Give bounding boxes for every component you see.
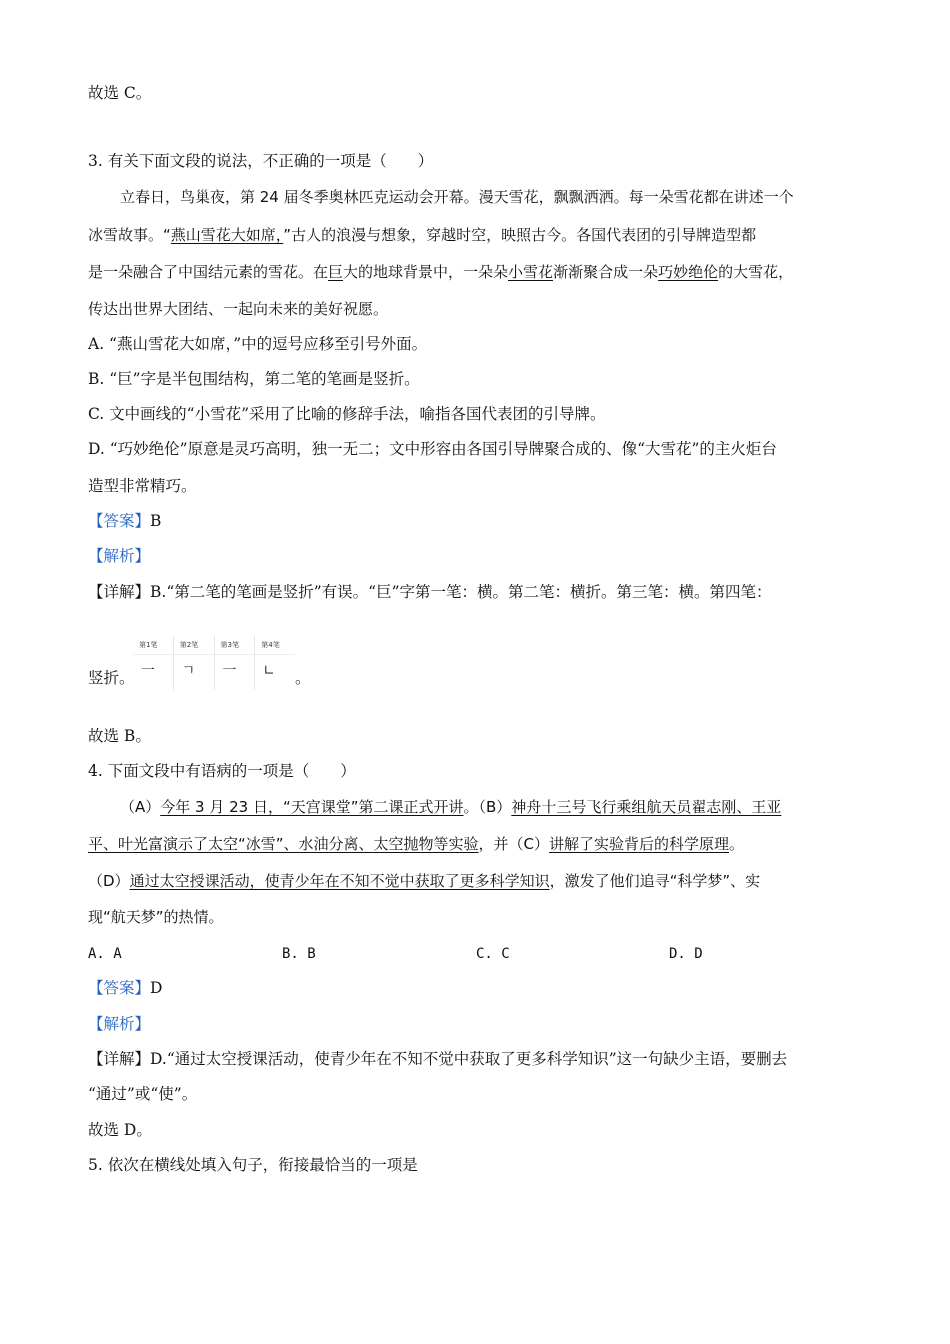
- text-line: 。: [295, 669, 311, 687]
- passage-line: （D）通过太空授课活动，使青少年在不知不觉中获取了更多科学知识，激发了他们追寻“科学梦”、实: [88, 872, 761, 890]
- option-b: B. B: [282, 946, 316, 962]
- passage-line: 立春日，鸟巢夜，第 24 届冬季奥林匹克运动会开幕。漫天雪花，飘飘洒洒。每一朵雪花都在讲述一个: [120, 188, 794, 206]
- text-line: 故选 B。: [88, 727, 151, 745]
- option-c: C. 文中画线的“小雪花”采用了比喻的修辞手法，喻指各国代表团的引导牌。: [88, 405, 606, 423]
- option-d: D. D: [669, 946, 703, 962]
- option-a: A. A: [88, 946, 122, 962]
- stroke-cell: 第4笔 ∟: [255, 636, 295, 690]
- text-line: 竖折。: [88, 669, 135, 687]
- question-3: 3. 有关下面文段的说法，不正确的一项是（ ）: [88, 152, 434, 170]
- answer-line: 【答案】D: [88, 979, 163, 997]
- passage-line: （A）今年 3 月 23 日，“天宫课堂”第二课正式开讲。（B）神舟十三号飞行乘组航天员翟志刚、王亚: [120, 798, 782, 816]
- stroke-cell: 第2笔 ㄱ: [174, 636, 215, 690]
- detail-line: “通过”或“使”。: [88, 1085, 198, 1103]
- option-d-cont: 造型非常精巧。: [88, 477, 197, 495]
- stroke-order-table: [133, 636, 295, 690]
- detail-line: 【详解】B.“第二笔的笔画是竖折”有误。“巨”字第一笔：横。第二笔：横折。第三笔：横。第四笔：: [88, 583, 772, 601]
- passage-line: 是一朵融合了中国结元素的雪花。在巨大的地球背景中，一朵朵小雪花渐渐聚合成一朵巧妙绝伦的大雪花，: [88, 263, 794, 281]
- answer-line: 【答案】B: [88, 512, 162, 530]
- stroke-cell: 第1笔 一: [133, 636, 174, 690]
- stroke-cell: 第3笔 一: [215, 636, 256, 690]
- detail-line: 【详解】D.“通过太空授课活动，使青少年在不知不觉中获取了更多科学知识”这一句缺少主语，要删去: [88, 1050, 788, 1068]
- option-b: B. “巨”字是半包围结构，第二笔的笔画是竖折。: [88, 370, 420, 388]
- passage-line: 冰雪故事。“燕山雪花大如席，”古人的浪漫与想象，穿越时空，映照古今。各国代表团的引导牌造型都: [88, 226, 757, 244]
- passage-line: 传达出世界大团结、一起向未来的美好祝愿。: [88, 300, 389, 318]
- analysis-label: 【解析】: [88, 547, 151, 565]
- option-d: D. “巧妙绝伦”原意是灵巧高明，独一无二；文中形容由各国引导牌聚合成的、像“大雪花”的主火炬台: [88, 440, 777, 458]
- option-a: A. “燕山雪花大如席，”中的逗号应移至引号外面。: [88, 335, 428, 353]
- passage-line: 平、叶光富演示了太空“冰雪”、水油分离、太空抛物等实验，并（C）讲解了实验背后的科学原理。: [88, 835, 745, 853]
- question-4: 4. 下面文段中有语病的一项是（ ）: [88, 762, 356, 780]
- passage-line: 现“航天梦”的热情。: [88, 908, 224, 926]
- option-c: C. C: [476, 946, 510, 962]
- text-line: 故选 D。: [88, 1121, 152, 1139]
- question-5: 5. 依次在横线处填入句子，衔接最恰当的一项是: [88, 1156, 418, 1174]
- text-line: 故选 C。: [88, 84, 152, 102]
- analysis-label: 【解析】: [88, 1015, 151, 1033]
